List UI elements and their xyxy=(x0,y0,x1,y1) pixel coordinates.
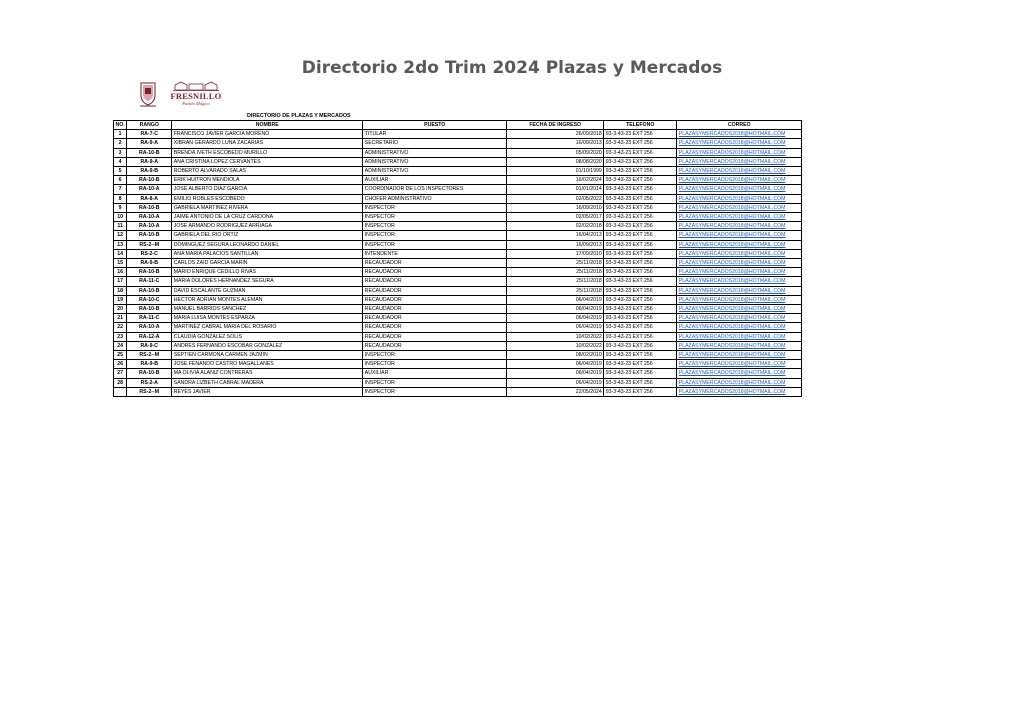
email-link[interactable]: PLAZASYMERCADOS2018@HOTMAIL.COM xyxy=(677,157,802,166)
cell-puesto: COORDINADOR DE LOS INSPECTORES xyxy=(363,185,507,194)
cell-fecha: 02/05/2017 xyxy=(507,213,604,222)
cell-rango: RA-10-A xyxy=(127,222,172,231)
header-telefono: TELEFONO xyxy=(604,121,677,130)
cell-telefono: 93-3-43-23 EXT 256 xyxy=(604,277,677,286)
cell-rango: RA-10-B xyxy=(127,176,172,185)
table-body xyxy=(114,130,802,397)
header-correo: CORREO xyxy=(677,121,802,130)
cell-puesto: INSPECTOR xyxy=(363,387,507,396)
table-row xyxy=(114,295,802,304)
table-row xyxy=(114,148,802,157)
cell-nombre: MARIA LUISA MONTES ESPARZA xyxy=(172,314,363,323)
cell-fecha: 02/05/2022 xyxy=(507,194,604,203)
cell-fecha: 25/11/2018 xyxy=(507,286,604,295)
cell-puesto: INSPECTOR xyxy=(363,240,507,249)
cell-nombre: JOSE ALBERTO DIAZ GARCIA xyxy=(172,185,363,194)
cell-telefono: 93-3-43-23 EXT 256 xyxy=(604,185,677,194)
cell-nombre: DOMINGUEZ SEGURA LEONARDO DANIEL xyxy=(172,240,363,249)
cell-fecha: 08/02/2010 xyxy=(507,351,604,360)
header-fecha: FECHA DE INGRESO xyxy=(507,121,604,130)
email-link[interactable]: PLAZASYMERCADOS2018@HOTMAIL.COM xyxy=(677,305,802,314)
table-header-row xyxy=(114,121,802,130)
table-row xyxy=(114,222,802,231)
cell-nombre: MARTINEZ CABRAL MARIA DEL ROSARIO xyxy=(172,323,363,332)
fresnillo-logo xyxy=(167,80,225,110)
cell-nombre: MA OLIVIA ALANIZ CONTRERAS xyxy=(172,369,363,378)
cell-rango: RA-9-B xyxy=(127,167,172,176)
cell-rango: RA-10-B xyxy=(127,148,172,157)
cell-nombre: FRANCISCO JAVIER GARCIA MORENO xyxy=(172,130,363,139)
cell-no: 22 xyxy=(114,323,127,332)
cell-no: 20 xyxy=(114,305,127,314)
cell-fecha: 25/11/2018 xyxy=(507,268,604,277)
cell-rango: RA-11-C xyxy=(127,314,172,323)
cell-fecha: 16/09/2013 xyxy=(507,139,604,148)
email-link[interactable]: PLAZASYMERCADOS2018@HOTMAIL.COM xyxy=(677,351,802,360)
cell-telefono: 93-3-43-23 EXT 256 xyxy=(604,240,677,249)
table-row xyxy=(114,314,802,323)
cell-fecha: 26/09/2018 xyxy=(507,130,604,139)
cell-nombre: REYES JAVIER xyxy=(172,387,363,396)
cell-telefono: 93-3-43-23 EXT 256 xyxy=(604,231,677,240)
cell-rango: RS-2--M xyxy=(127,351,172,360)
cell-telefono: 93-3-43-23 EXT 256 xyxy=(604,139,677,148)
cell-fecha: 06/04/2019 xyxy=(507,314,604,323)
table-row xyxy=(114,231,802,240)
email-link[interactable]: PLAZASYMERCADOS2018@HOTMAIL.COM xyxy=(677,295,802,304)
cell-fecha: 05/09/2020 xyxy=(507,148,604,157)
cell-rango: RA-10-B xyxy=(127,369,172,378)
cell-fecha: 06/04/2019 xyxy=(507,360,604,369)
cell-puesto: RECAUDADOR xyxy=(363,332,507,341)
cell-fecha: 25/11/2018 xyxy=(507,277,604,286)
cell-nombre: HECTOR ADRIAN MONTES ALEMAN xyxy=(172,295,363,304)
cell-puesto: INSPECTOR xyxy=(363,203,507,212)
table-row xyxy=(114,369,802,378)
cell-fecha: 25/11/2018 xyxy=(507,259,604,268)
table-row xyxy=(114,249,802,258)
cell-telefono: 93-3-43-23 EXT 256 xyxy=(604,314,677,323)
cell-no: 7 xyxy=(114,185,127,194)
header-no: NO. xyxy=(115,122,125,128)
cell-fecha: 22/05/2024 xyxy=(507,387,604,396)
email-link[interactable]: PLAZASYMERCADOS2018@HOTMAIL.COM xyxy=(677,378,802,387)
cell-puesto: ADMINISTRATIVO xyxy=(363,167,507,176)
cell-puesto: INSPECTOR xyxy=(363,351,507,360)
cell-no: 15 xyxy=(114,259,127,268)
table-row xyxy=(114,139,802,148)
cell-telefono: 93-3-43-23 EXT 256 xyxy=(604,176,677,185)
cell-rango: RS-2--M xyxy=(127,387,172,396)
email-link[interactable]: PLAZASYMERCADOS2018@HOTMAIL.COM xyxy=(677,176,802,185)
cell-no: 27 xyxy=(114,369,127,378)
cell-nombre: GABRIELA DEL RIO ORTIZ xyxy=(172,231,363,240)
cell-rango: RA-10-A xyxy=(127,185,172,194)
cell-rango: RA-9-B xyxy=(127,360,172,369)
cell-puesto: ADMINISTRATIVO xyxy=(363,157,507,166)
cell-nombre: DAVID ESCALANTE GUZMAN xyxy=(172,286,363,295)
cell-telefono: 93-3-43-23 EXT 256 xyxy=(604,369,677,378)
cell-rango: RA-10-A xyxy=(127,213,172,222)
cell-puesto: RECAUDADOR xyxy=(363,323,507,332)
cell-rango: RS-2--M xyxy=(127,240,172,249)
header-logos xyxy=(137,80,227,110)
email-link[interactable]: PLAZASYMERCADOS2018@HOTMAIL.COM xyxy=(677,360,802,369)
cell-rango: RA-9-A xyxy=(127,157,172,166)
table-row xyxy=(114,277,802,286)
table-row xyxy=(114,332,802,341)
email-link[interactable]: PLAZASYMERCADOS2018@HOTMAIL.COM xyxy=(677,231,802,240)
cell-puesto: INSPECTOR xyxy=(363,378,507,387)
fresnillo-wordmark: FRESNILLO xyxy=(170,91,222,101)
cell-telefono: 93-3-43-23 EXT 256 xyxy=(604,130,677,139)
cell-nombre: CARLOS ZAID GARCIA MARIN xyxy=(172,259,363,268)
table-row xyxy=(114,203,802,212)
cell-nombre: MARIO ENRIQUE CEDILLO RIVAS xyxy=(172,268,363,277)
cell-nombre: JOSE FENANDO CASTRO MAGALLANES xyxy=(172,360,363,369)
cell-puesto: RECAUDADOR xyxy=(363,277,507,286)
cell-telefono: 93-3-43-23 EXT 256 xyxy=(604,360,677,369)
cell-rango: RA-9-C xyxy=(127,341,172,350)
email-link[interactable]: PLAZASYMERCADOS2018@HOTMAIL.COM xyxy=(677,268,802,277)
table-row xyxy=(114,305,802,314)
cell-puesto: TITULAR xyxy=(363,130,507,139)
cell-puesto: INSPECTOR xyxy=(363,231,507,240)
cell-rango: RA-10-B xyxy=(127,203,172,212)
cell-no: 26 xyxy=(114,360,127,369)
cell-nombre: BRENDA IVETH ESCOBEDO MURILLO xyxy=(172,148,363,157)
cell-no: 5 xyxy=(114,167,127,176)
cell-no: 16 xyxy=(114,268,127,277)
cell-puesto: INSPECTOR xyxy=(363,213,507,222)
cell-no: 4 xyxy=(114,157,127,166)
table-row xyxy=(114,323,802,332)
cell-nombre: EMILIO ROBLES ESCOBEDO xyxy=(172,194,363,203)
email-link[interactable]: PLAZASYMERCADOS2018@HOTMAIL.COM xyxy=(677,213,802,222)
cell-rango: RS-2-A xyxy=(127,378,172,387)
cell-telefono: 93-3-43-23 EXT 256 xyxy=(604,351,677,360)
cell-no: 21 xyxy=(114,314,127,323)
email-link[interactable]: PLAZASYMERCADOS2018@HOTMAIL.COM xyxy=(677,203,802,212)
table-row xyxy=(114,341,802,350)
cell-fecha: 06/04/2019 xyxy=(507,305,604,314)
cell-nombre: ROBERTO ALVARADO SALAS xyxy=(172,167,363,176)
email-link[interactable]: PLAZASYMERCADOS2018@HOTMAIL.COM xyxy=(677,222,802,231)
cell-rango: RA-12-A xyxy=(127,332,172,341)
cell-nombre: CLAUDIA GONZALEZ SOLIS xyxy=(172,332,363,341)
header-rango: RANGO xyxy=(127,121,172,130)
cell-no: 18 xyxy=(114,286,127,295)
cell-no: 3 xyxy=(114,148,127,157)
table-row xyxy=(114,286,802,295)
municipal-seal-icon xyxy=(137,80,159,108)
cell-puesto: RECAUDADOR xyxy=(363,259,507,268)
cell-rango: RA-10-B xyxy=(127,231,172,240)
cell-telefono: 93-3-43-23 EXT 256 xyxy=(604,148,677,157)
cell-telefono: 93-3-43-23 EXT 256 xyxy=(604,305,677,314)
cell-fecha: 10/02/2022 xyxy=(507,332,604,341)
email-link[interactable]: PLAZASYMERCADOS2018@HOTMAIL.COM xyxy=(677,167,802,176)
cell-puesto: RECAUDADOR xyxy=(363,286,507,295)
cell-rango: RS-2-C xyxy=(127,249,172,258)
table-row xyxy=(114,130,802,139)
cell-telefono: 93-3-43-23 EXT 256 xyxy=(604,387,677,396)
cell-puesto: ADMINISTRATIVO xyxy=(363,148,507,157)
cell-no: 1 xyxy=(114,130,127,139)
cell-puesto: AUXILIAR xyxy=(363,369,507,378)
cell-no: 2 xyxy=(114,139,127,148)
cell-puesto: SECRETARIO xyxy=(363,139,507,148)
table-row xyxy=(114,378,802,387)
table-row xyxy=(114,240,802,249)
email-link[interactable]: PLAZASYMERCADOS2018@HOTMAIL.COM xyxy=(677,341,802,350)
cell-rango: RA-7-C xyxy=(127,130,172,139)
cell-nombre: JOSE ARMANDO RODRIGUEZ ARRIAGA xyxy=(172,222,363,231)
cell-fecha: 16/09/2013 xyxy=(507,240,604,249)
cell-fecha: 06/04/2019 xyxy=(507,369,604,378)
cell-telefono: 93-3-43-23 EXT 256 xyxy=(604,295,677,304)
cell-nombre: ANA CRISTINA LOPEZ CERVANTES xyxy=(172,157,363,166)
email-link[interactable]: PLAZASYMERCADOS2018@HOTMAIL.COM xyxy=(677,369,802,378)
cell-telefono: 93-3-43-23 EXT 256 xyxy=(604,222,677,231)
cell-no: 10 xyxy=(114,213,127,222)
cell-nombre: GABRIELA MARTINEZ RIVERA xyxy=(172,203,363,212)
cell-rango: RA-10-A xyxy=(127,323,172,332)
cell-puesto: AUXILIAR xyxy=(363,176,507,185)
cell-telefono: 93-3-43-23 EXT 256 xyxy=(604,167,677,176)
email-link[interactable]: PLAZASYMERCADOS2018@HOTMAIL.COM xyxy=(677,277,802,286)
cell-puesto: RECAUDADOR xyxy=(363,314,507,323)
cell-no: 17 xyxy=(114,277,127,286)
cell-rango: RA-9-B xyxy=(127,259,172,268)
cell-puesto: CHOFER ADMINISTRATIVO xyxy=(363,194,507,203)
cell-nombre: ERIK HUITRON MENDIOLA xyxy=(172,176,363,185)
cell-nombre: MARIA DOLORES HERNANDEZ SEGURA xyxy=(172,277,363,286)
cell-telefono: 93-3-43-23 EXT 256 xyxy=(604,249,677,258)
cell-no: 14 xyxy=(114,249,127,258)
table-row xyxy=(114,167,802,176)
cell-puesto: RECAUDADOR xyxy=(363,295,507,304)
table-row xyxy=(114,213,802,222)
table-row xyxy=(114,387,802,396)
cell-telefono: 93-3-43-23 EXT 256 xyxy=(604,332,677,341)
cell-rango: RA-8-A xyxy=(127,194,172,203)
cell-puesto: RECAUDADOR xyxy=(363,341,507,350)
cell-fecha: 06/04/2019 xyxy=(507,295,604,304)
email-link[interactable]: PLAZASYMERCADOS2018@HOTMAIL.COM xyxy=(677,259,802,268)
cell-fecha: 10/02/2022 xyxy=(507,341,604,350)
cell-telefono: 93-3-43-23 EXT 256 xyxy=(604,194,677,203)
email-link[interactable]: PLAZASYMERCADOS2018@HOTMAIL.COM xyxy=(677,139,802,148)
table-caption: DIRECTORIO DE PLAZAS Y MERCADOS xyxy=(247,113,351,119)
table-row xyxy=(114,157,802,166)
cell-telefono: 93-3-43-23 EXT 256 xyxy=(604,259,677,268)
table-row xyxy=(114,360,802,369)
cell-no: 13 xyxy=(114,240,127,249)
cell-telefono: 93-3-43-23 EXT 256 xyxy=(604,286,677,295)
email-link[interactable]: PLAZASYMERCADOS2018@HOTMAIL.COM xyxy=(677,323,802,332)
cell-no: 12 xyxy=(114,231,127,240)
cell-fecha: 16/04/2013 xyxy=(507,231,604,240)
cell-nombre: ANDRES FERNANDO ESCOBAR GONZALEZ xyxy=(172,341,363,350)
cell-nombre: SEPTIEN CARMONA CARMEN JAZMIN xyxy=(172,351,363,360)
cell-fecha: 06/04/2019 xyxy=(507,378,604,387)
email-link[interactable]: PLAZASYMERCADOS2018@HOTMAIL.COM xyxy=(677,130,802,139)
cell-telefono: 93-3-43-23 EXT 256 xyxy=(604,341,677,350)
cell-rango: RA-11-C xyxy=(127,277,172,286)
cell-nombre: JAIME ANTONIO DE LA CRUZ CARDONA xyxy=(172,213,363,222)
cell-fecha: 02/02/2018 xyxy=(507,222,604,231)
cell-fecha: 01/10/1999 xyxy=(507,167,604,176)
cell-puesto: INSPECTOR xyxy=(363,222,507,231)
cell-no xyxy=(114,387,127,396)
directory-sheet xyxy=(113,112,802,397)
fresnillo-tagline: Pueblo Mágico xyxy=(182,101,210,106)
cell-no: 24 xyxy=(114,341,127,350)
directory-table xyxy=(113,120,802,397)
cell-no: 6 xyxy=(114,176,127,185)
cell-fecha: 17/09/2010 xyxy=(507,249,604,258)
email-link[interactable]: PLAZASYMERCADOS2018@HOTMAIL.COM xyxy=(677,332,802,341)
cell-fecha: 08/08/2020 xyxy=(507,157,604,166)
cell-rango: RA-10-C xyxy=(127,295,172,304)
cell-no: 11 xyxy=(114,222,127,231)
email-link[interactable]: PLAZASYMERCADOS2018@HOTMAIL.COM xyxy=(677,148,802,157)
cell-rango: RA-10-B xyxy=(127,268,172,277)
page-title: Directorio 2do Trim 2024 Plazas y Mercados xyxy=(301,58,723,78)
table-row xyxy=(114,351,802,360)
cell-rango: RA-10-B xyxy=(127,305,172,314)
cell-telefono: 93-3-43-23 EXT 256 xyxy=(604,203,677,212)
email-link[interactable]: PLAZASYMERCADOS2018@HOTMAIL.COM xyxy=(677,185,802,194)
cell-rango: RA-9-A xyxy=(127,139,172,148)
table-row xyxy=(114,259,802,268)
cell-nombre: MANUEL BARRIOS SANCHEZ xyxy=(172,305,363,314)
cell-no: 25 xyxy=(114,351,127,360)
cell-fecha: 16/02/2024 xyxy=(507,176,604,185)
cell-nombre: XIBRAN GERARDO LUNA ZACARIAS xyxy=(172,139,363,148)
table-row xyxy=(114,268,802,277)
cell-nombre: SANDRA LIZBETH CABRAL MADERA xyxy=(172,378,363,387)
cell-nombre: ANA MARIA PALACIOS SANTILLAN xyxy=(172,249,363,258)
cell-telefono: 93-3-43-23 EXT 256 xyxy=(604,213,677,222)
cell-no: 8 xyxy=(114,194,127,203)
cell-no: 23 xyxy=(114,332,127,341)
cell-fecha: 06/04/2019 xyxy=(507,323,604,332)
email-link[interactable]: PLAZASYMERCADOS2018@HOTMAIL.COM xyxy=(677,194,802,203)
cell-telefono: 93-3-43-23 EXT 256 xyxy=(604,268,677,277)
table-row xyxy=(114,194,802,203)
cell-telefono: 93-3-43-23 EXT 256 xyxy=(604,157,677,166)
email-link[interactable]: PLAZASYMERCADOS2018@HOTMAIL.COM xyxy=(677,387,802,396)
cell-puesto: INTENDENTE xyxy=(363,249,507,258)
cell-rango: RA-10-B xyxy=(127,286,172,295)
cell-puesto: RECAUDADOR xyxy=(363,268,507,277)
header-nombre: NOMBRE xyxy=(172,121,363,130)
cell-no: 28 xyxy=(114,378,127,387)
cell-telefono: 93-3-43-23 EXT 256 xyxy=(604,378,677,387)
cell-fecha: 16/09/2010 xyxy=(507,203,604,212)
email-link[interactable]: PLAZASYMERCADOS2018@HOTMAIL.COM xyxy=(677,286,802,295)
header-puesto: PUESTO xyxy=(363,121,507,130)
email-link[interactable]: PLAZASYMERCADOS2018@HOTMAIL.COM xyxy=(677,314,802,323)
table-row xyxy=(114,176,802,185)
email-link[interactable]: PLAZASYMERCADOS2018@HOTMAIL.COM xyxy=(677,249,802,258)
email-link[interactable]: PLAZASYMERCADOS2018@HOTMAIL.COM xyxy=(677,240,802,249)
cell-telefono: 93-3-43-23 EXT 256 xyxy=(604,323,677,332)
cell-no: 9 xyxy=(114,203,127,212)
cell-puesto: RECAUDADOR xyxy=(363,305,507,314)
cell-fecha: 01/01/2014 xyxy=(507,185,604,194)
table-row xyxy=(114,185,802,194)
cell-no: 19 xyxy=(114,295,127,304)
building-icon xyxy=(167,80,225,91)
cell-puesto: INSPECTOR xyxy=(363,360,507,369)
